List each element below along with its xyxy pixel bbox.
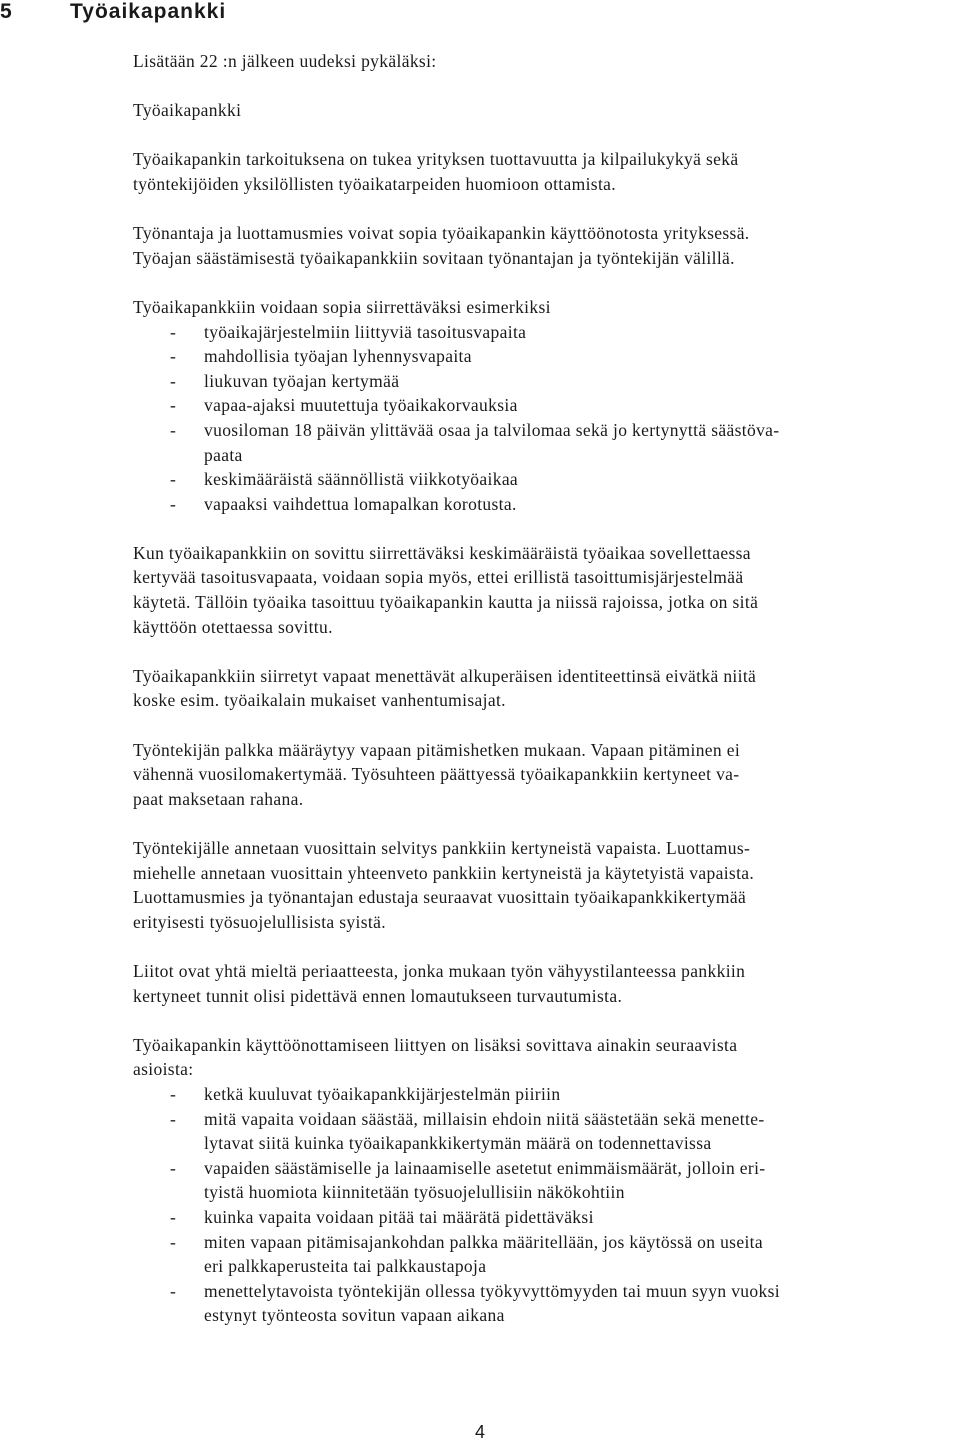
list-item: - liukuvan työajan kertymää [133, 369, 959, 394]
list-dash: - [170, 1206, 177, 1227]
purpose-paragraph: Työaikapankin tarkoituksena on tukea yrityksen tuottavuutta ja kilpailukykyä sekä työntekijöiden yksilöllisten työaikatarpeiden huomioon ottamista. [133, 149, 739, 194]
list-dash: - [170, 395, 177, 416]
list-item: - vapaa-ajaksi muutettuja työaikakorvauksia [133, 393, 959, 418]
list-dash: - [170, 1157, 177, 1178]
section-heading [0, 0, 226, 24]
list-item: - vuosiloman 18 päivän ylittävää osaa ja talvilomaa sekä jo kertynyttä säästöva- paata [170, 419, 780, 465]
section-number: 5 [0, 0, 13, 23]
list-item: - työaikajärjestelmiin liittyviä tasoitusvapaita [133, 320, 959, 345]
list-dash: - [170, 321, 177, 342]
intro-paragraph: Lisätään 22 :n jälkeen uudeksi pykäläksi: [133, 51, 437, 71]
list-item: - vapaaksi vaihdettua lomapalkan korotusta. [133, 492, 959, 517]
list-dash: - [170, 469, 177, 490]
adoption-list [133, 1082, 959, 1328]
list-dash: - [170, 1108, 177, 1129]
list-dash: - [170, 493, 177, 514]
list-item: - keskimääräistä säännöllistä viikkotyöaikaa [133, 467, 959, 492]
identity-paragraph: Työaikapankkiin siirretyt vapaat menettävät alkuperäisen identiteettinsä eivätkä niitä koske esim. työaikalain mukaiset vanhentumisajat. [133, 665, 757, 711]
list-dash: - [170, 1083, 177, 1104]
pay-paragraph: Työntekijän palkka määräytyy vapaan pitämishetken mukaan. Vapaan pitäminen ei vähennä vuosilomakertymää. Työsuhteen päättyessä työaikapankkiin kertyneet va- paat maksetaan rahana. [133, 739, 741, 809]
agreement-paragraph: Työnantaja ja luottamusmies voivat sopia työaikapankin käyttöönotosta yrityksessä. Työajan säästämisestä työaikapankkiin sovitaan työnantajan ja työntekijän välillä. [133, 223, 750, 268]
subtitle: Työaikapankki [133, 100, 242, 121]
list-item: - miten vapaan pitämisajankohdan palkka määritellään, jos käytössä on useita eri palkkaperusteita tai palkkaustapoja [170, 1231, 763, 1277]
transfer-intro: Työaikapankkiin voidaan sopia siirrettäväksi esimerkiksi [133, 296, 551, 317]
unions-paragraph: Liitot ovat yhtä mieltä periaatteesta, jonka mukaan työn vähyystilanteessa pankkiin kertyneet tunnit olisi pidettävä ennen lomautukseen turvautumista. [133, 960, 746, 1006]
list-item: - mahdollisia työajan lyhennysvapaita [133, 344, 959, 369]
list-dash: - [170, 370, 177, 391]
transfer-list [133, 320, 959, 517]
list-item: - kuinka vapaita voidaan pitää tai määrätä pidettäväksi [133, 1205, 959, 1230]
list-item: - ketkä kuuluvat työaikapankkijärjestelmän piiriin [133, 1082, 959, 1107]
page-number: 4 [474, 1422, 485, 1442]
transfer-section [133, 295, 959, 516]
list-item: - vapaiden säästämiselle ja lainaamiselle asetetut enimmäismäärät, jolloin eri- tyistä huomiota kiinnitetään työsuojelullisiin näkökohtiin [170, 1157, 766, 1203]
averaged-worktime-paragraph: Kun työaikapankkiin on sovittu siirrettäväksi keskimääräistä työaikaa sovellettaessa kertyvää tasoitusvapaata, voidaan sopia myös, ettei erillistä tasoittumisjärjestelmää käytetä. Tällöin työaika tasoittuu työaikapankin kautta ja niissä rajoissa, jotka on sitä käyttöön otettaessa sovittu. [133, 542, 759, 637]
list-item: - mitä vapaita voidaan säästää, millaisin ehdoin niitä säästetään sekä menette- lytavat siitä kuinka työaikapankkikertymän määrä on todennettavissa [170, 1108, 765, 1154]
report-paragraph: Työntekijälle annetaan vuosittain selvitys pankkiin kertyneistä vapaista. Luottamus- miehelle annetaan vuosittain yhteenveto pankkiin kertyneistä ja käytetyistä vapaista. Luottamusmies ja työnantajan edustaja seuraavat vuosittain työaikapankkikertymää erityisesti työsuojelullisista syistä. [133, 838, 755, 932]
document-body [133, 49, 959, 1352]
list-item: - menettelytavoista työntekijän ollessa työkyvyttömyyden tai muun syyn vuoksi estynyt työnteosta sovitun vapaan aikana [170, 1280, 780, 1326]
adoption-section [133, 1033, 959, 1328]
list-dash: - [170, 1280, 177, 1301]
list-dash: - [170, 346, 177, 367]
list-dash: - [170, 1231, 177, 1252]
section-title: Työaikapankki [70, 0, 227, 23]
adoption-intro: Työaikapankin käyttöönottamiseen liittyen on lisäksi sovittava ainakin seuraavista asioista: [133, 1034, 738, 1080]
list-dash: - [170, 419, 177, 440]
